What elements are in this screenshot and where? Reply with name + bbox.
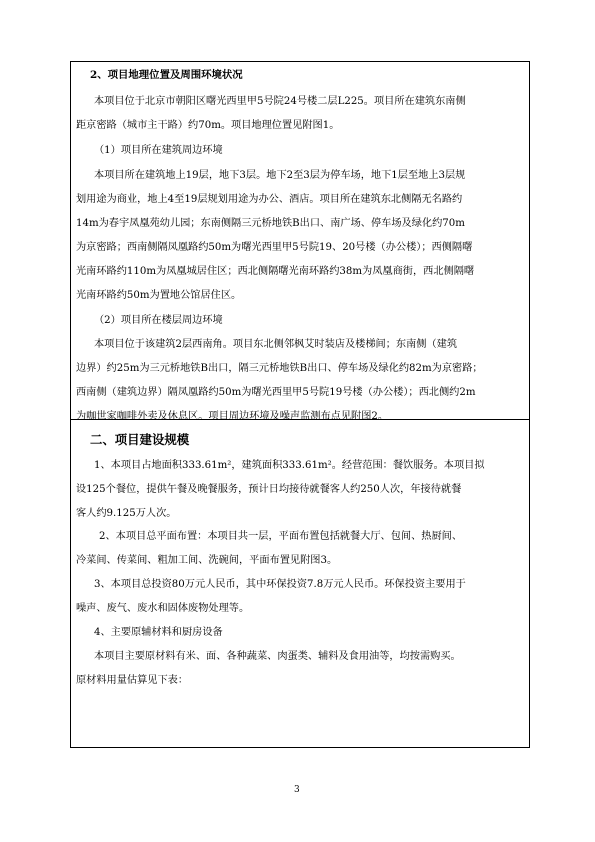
scale-item-2-line: 2、本项目总平面布置：本项目共一层，平面布置包括就餐大厅、包间、热厨间、 bbox=[99, 531, 463, 542]
building-env-paragraph-line: 14m为春宇凤凰苑幼儿园；东南侧隔三元桥地铁B出口、南广场、停车场及绿化约70m bbox=[76, 218, 465, 229]
materials-paragraph-line: 原材料用量估算见下表： bbox=[76, 675, 189, 686]
location-paragraph-line: 距京密路（城市主干路）约70m。项目地理位置见附图1。 bbox=[76, 120, 340, 131]
building-env-paragraph-line: 本项目所在建筑地上19层，地下3层。地下2至3层为停车场，地下1层至地上3层规 bbox=[94, 170, 466, 181]
materials-heading: 4、主要原辅材料和厨房设备 bbox=[94, 627, 223, 638]
materials-paragraph-line: 本项目主要原材料有米、面、各种蔬菜、肉蛋类、辅料及食用油等，均按需购买。 bbox=[94, 651, 461, 662]
floor-env-paragraph-line: 为咖世家咖啡外卖及休息区。项目周边环境及噪声监测布点见附图2。 bbox=[76, 411, 389, 422]
building-env-paragraph-line: 划用途为商业，地上4至19层规划用途为办公、酒店。项目所在建筑东北侧隔无名路约 bbox=[76, 194, 463, 205]
floor-env-paragraph-line: 本项目位于该建筑2层西南角。项目东北侧邻枫艾时装店及楼梯间；东南侧（建筑 bbox=[94, 339, 458, 350]
building-env-heading: （1）项目所在建筑周边环境 bbox=[94, 145, 223, 156]
scale-item-3-line: 噪声、废气、废水和固体废物处理等。 bbox=[76, 603, 250, 614]
building-env-paragraph-line: 光南环路约50m为置地公馆居住区。 bbox=[76, 290, 242, 301]
scale-item-3-line: 3、本项目总投资80万元人民币，其中环保投资7.8万元人民币。环保投资主要用于 bbox=[94, 579, 466, 590]
building-env-paragraph-line: 光南环路约110m为凤凰城居住区；西北侧隔曙光南环路约38m为凤凰商街，西北侧隔曙 bbox=[76, 266, 475, 277]
scale-item-1-line: 1、本项目占地面积333.61m²，建筑面积333.61m²。经营范围：餐饮服务。本项目拟 bbox=[94, 460, 485, 471]
floor-env-paragraph-line: 西南侧（建筑边界）隔凤凰路约50m为曙光西里甲5号院19号楼（办公楼）；西北侧约2m bbox=[76, 387, 476, 398]
scale-item-1-line: 设125个餐位，提供午餐及晚餐服务，预计日均接待就餐客人约250人次，年接待就餐 bbox=[76, 484, 462, 495]
building-env-paragraph-line: 为京密路；西南侧隔凤凰路约50m为曙光西里甲5号院19、20号楼（办公楼）；西侧隔曙 bbox=[76, 242, 473, 253]
scale-item-1-line: 客人约9.125万人次。 bbox=[76, 508, 177, 519]
scale-section-title: 二、项目建设规模 bbox=[90, 432, 190, 447]
floor-env-heading: （2）项目所在楼层周边环境 bbox=[94, 315, 223, 326]
scale-item-2-line: 冷菜间、传菜间、粗加工间、洗碗间，平面布置见附图3。 bbox=[76, 555, 338, 566]
page-number: 3 bbox=[294, 785, 300, 795]
location-paragraph-line: 本项目位于北京市朝阳区曙光西里甲5号院24号楼二层L225。项目所在建筑东南侧 bbox=[94, 96, 466, 107]
content-table-frame bbox=[70, 61, 530, 748]
location-heading: 2、项目地理位置及周围环境状况 bbox=[90, 69, 243, 81]
floor-env-paragraph-line: 边界）约25m为三元桥地铁B出口，隔三元桥地铁B出口、停车场及绿化约82m为京密路； bbox=[76, 363, 483, 374]
